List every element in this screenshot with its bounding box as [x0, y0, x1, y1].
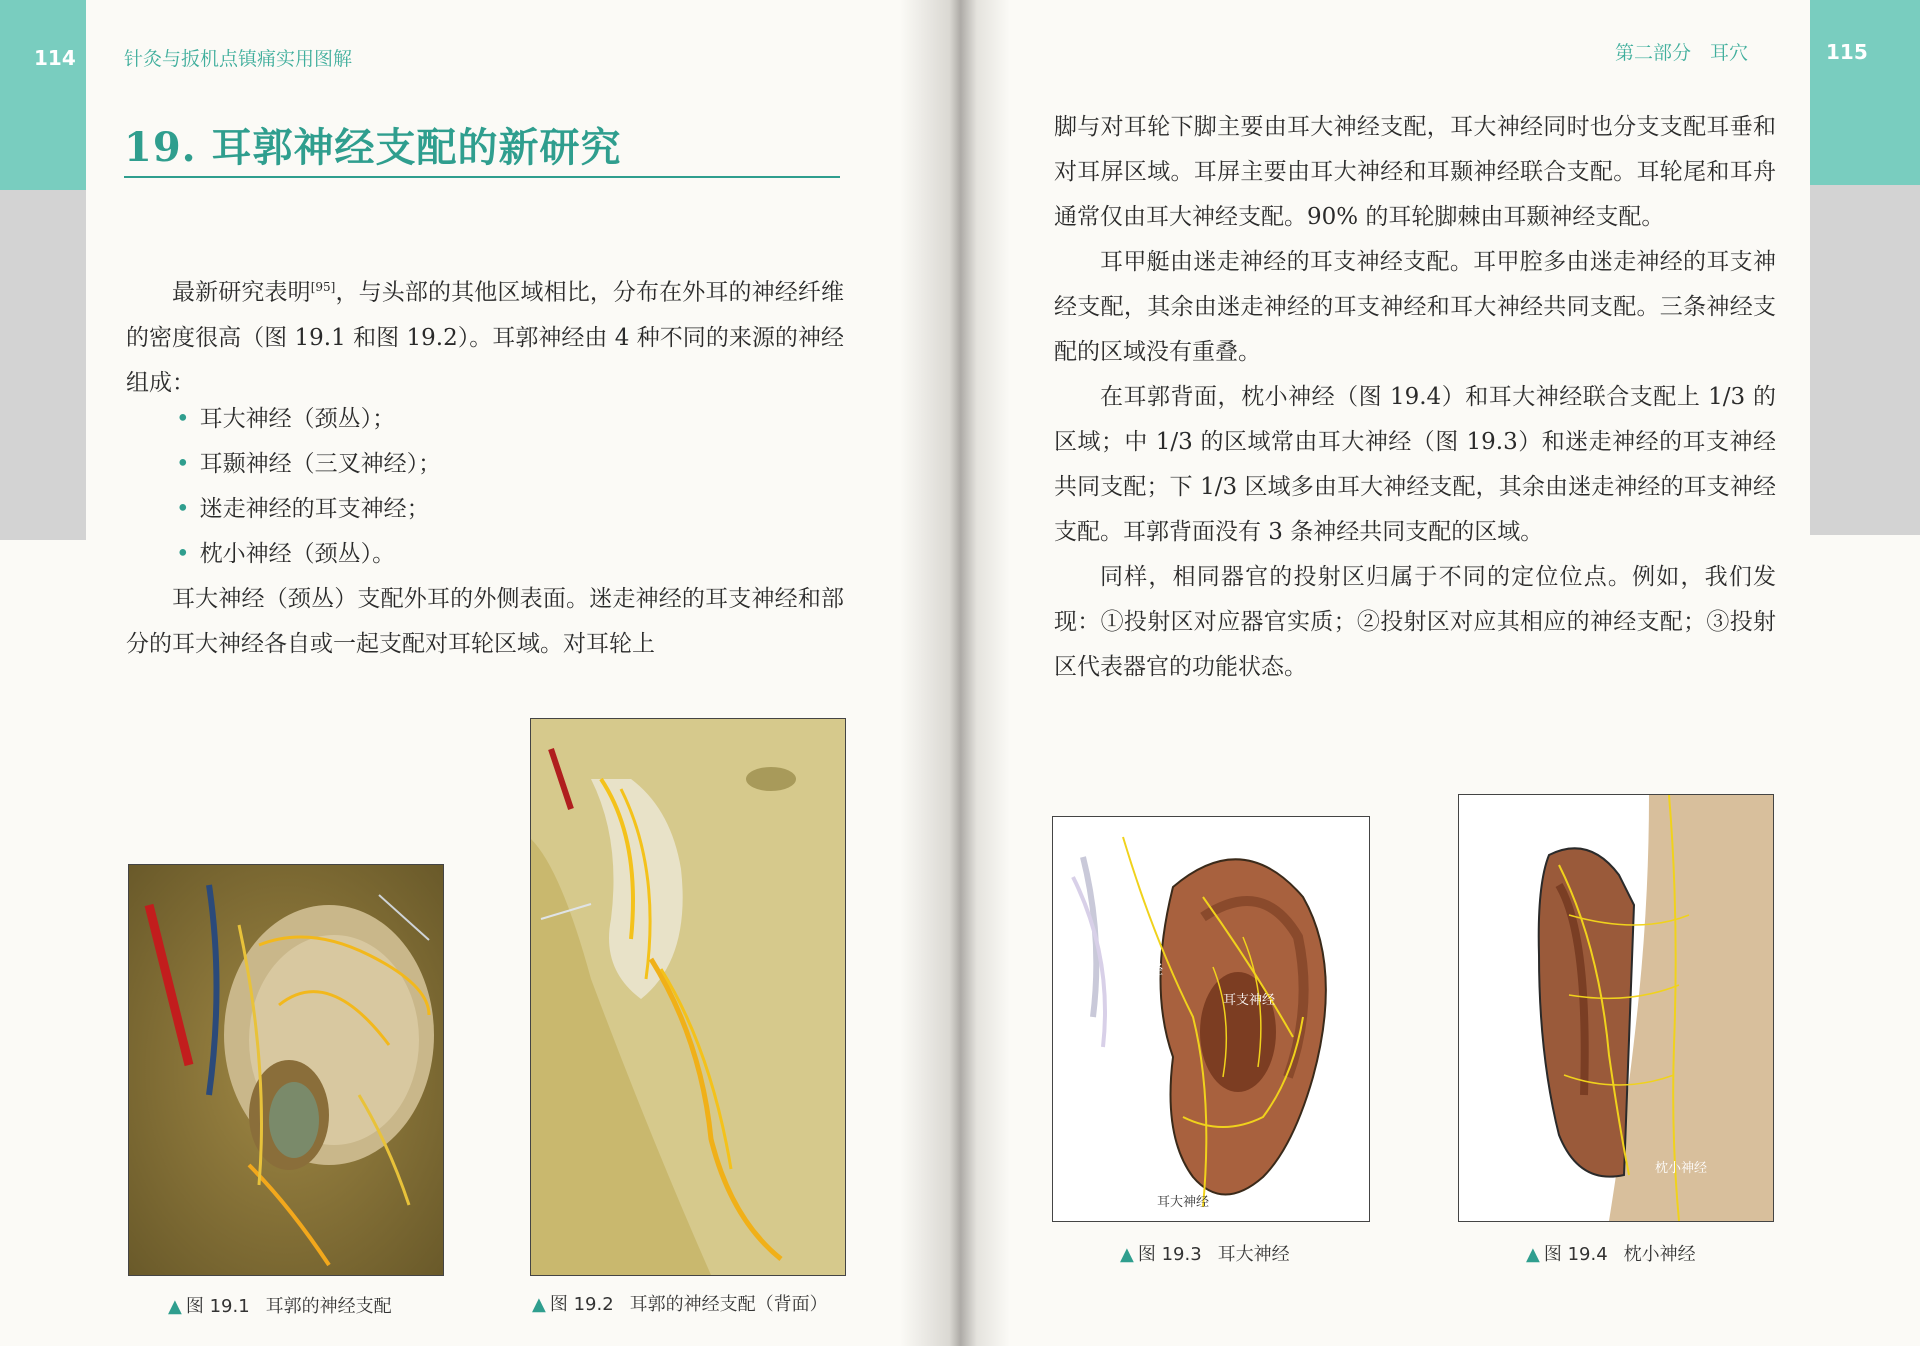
label-great-auricular-nerve: 耳大神经	[1157, 1195, 1210, 1210]
nerve-source-list	[176, 397, 441, 577]
running-head: 针灸与扳机点镇痛实用图解	[124, 48, 353, 70]
intro-text-2: ，与头部的其他区域相比，分布在外耳的神经纤维的密度很高（图 19.1 和图 19.2）。耳郭神经由 4 种不同的来源的神经组成：	[126, 279, 845, 396]
caption-triangle-icon: ▲	[168, 1296, 182, 1317]
right-page	[950, 0, 1920, 1346]
running-head: 第二部分 耳穴	[1615, 42, 1749, 64]
book-gutter-shadow	[900, 0, 1010, 1346]
right-paragraph-3: 在耳郭背面，枕小神经（图 19.4）和耳大神经联合支配上 1/3 的区域；中 1/3 的区域常由耳大神经（图 19.3）和迷走神经的耳支神经共同支配；下 1/3 区域多由耳大神经支配，其余由迷走神经的耳支神经支配。耳郭背面没有 3 条神经共同支配的区域。	[1054, 384, 1776, 545]
page-tab-teal	[1810, 0, 1920, 185]
section-title: 19. 耳郭神经支配的新研究	[124, 124, 622, 171]
right-paragraph-2: 耳甲艇由迷走神经的耳支神经支配。耳甲腔多由迷走神经的耳支神经支配，其余由迷走神经的耳支神经和耳大神经共同支配。三条神经支配的区域没有重叠。	[1054, 249, 1776, 365]
reference-marker: [95]	[310, 280, 336, 294]
caption-triangle-icon: ▲	[532, 1294, 546, 1315]
right-paragraph-1: 脚与对耳轮下脚主要由耳大神经支配，耳大神经同时也分支支配耳垂和对耳屏区域。耳屏主要由耳大神经和耳颞神经联合支配。耳轮尾和耳舟通常仅由耳大神经支配。90% 的耳轮脚棘由耳颞神经支配。	[1054, 114, 1776, 230]
page-tab-grey	[0, 190, 86, 540]
caption-triangle-icon: ▲	[1120, 1244, 1134, 1265]
page-number: 115	[1826, 40, 1868, 64]
title-underline	[124, 176, 840, 178]
list-item: • 耳大神经（颈丛）；	[176, 397, 441, 442]
page-tab-grey	[1810, 185, 1920, 535]
page-number: 114	[34, 46, 76, 70]
figure-19-1-photo	[128, 864, 444, 1276]
right-paragraph-4: 同样，相同器官的投射区归属于不同的定位位点。例如，我们发现：①投射区对应器官实质；②投射区对应其相应的神经支配；③投射区代表器官的功能状态。	[1054, 564, 1776, 680]
page-tab-teal	[0, 0, 86, 190]
right-paragraph-block	[1054, 105, 1776, 690]
figure-19-3-illustration	[1052, 816, 1370, 1222]
list-item: • 耳颞神经（三叉神经）；	[176, 442, 441, 487]
intro-text-1: 最新研究表明	[172, 279, 311, 306]
figure-19-4-caption: ▲ 图 19.4 枕小神经	[1526, 1244, 1696, 1265]
figure-19-3-caption: ▲ 图 19.3 耳大神经	[1120, 1244, 1290, 1265]
figure-19-1-caption: ▲ 图 19.1 耳郭的神经支配	[168, 1296, 392, 1317]
caption-triangle-icon: ▲	[1526, 1244, 1540, 1265]
list-item: • 枕小神经（颈丛）。	[176, 532, 441, 577]
figure-19-2-caption: ▲ 图 19.2 耳郭的神经支配（背面）	[532, 1294, 828, 1315]
left-page	[0, 0, 950, 1346]
list-item: • 迷走神经的耳支神经；	[176, 487, 441, 532]
intro-paragraph	[126, 265, 844, 406]
label-auricular-branch: 耳支神经	[1223, 993, 1276, 1008]
left-paragraph-2: 耳大神经（颈丛）支配外耳的外侧表面。迷走神经的耳支神经和部分的耳大神经各自或一起支配对耳轮区域。对耳轮上	[126, 586, 844, 657]
label-auriculotemporal-nerve: 耳颞神经	[1111, 963, 1164, 978]
figure-19-4-illustration	[1458, 794, 1774, 1222]
label-lesser-occipital-nerve: 枕小神经	[1655, 1161, 1708, 1176]
figure-19-2-photo	[530, 718, 846, 1276]
